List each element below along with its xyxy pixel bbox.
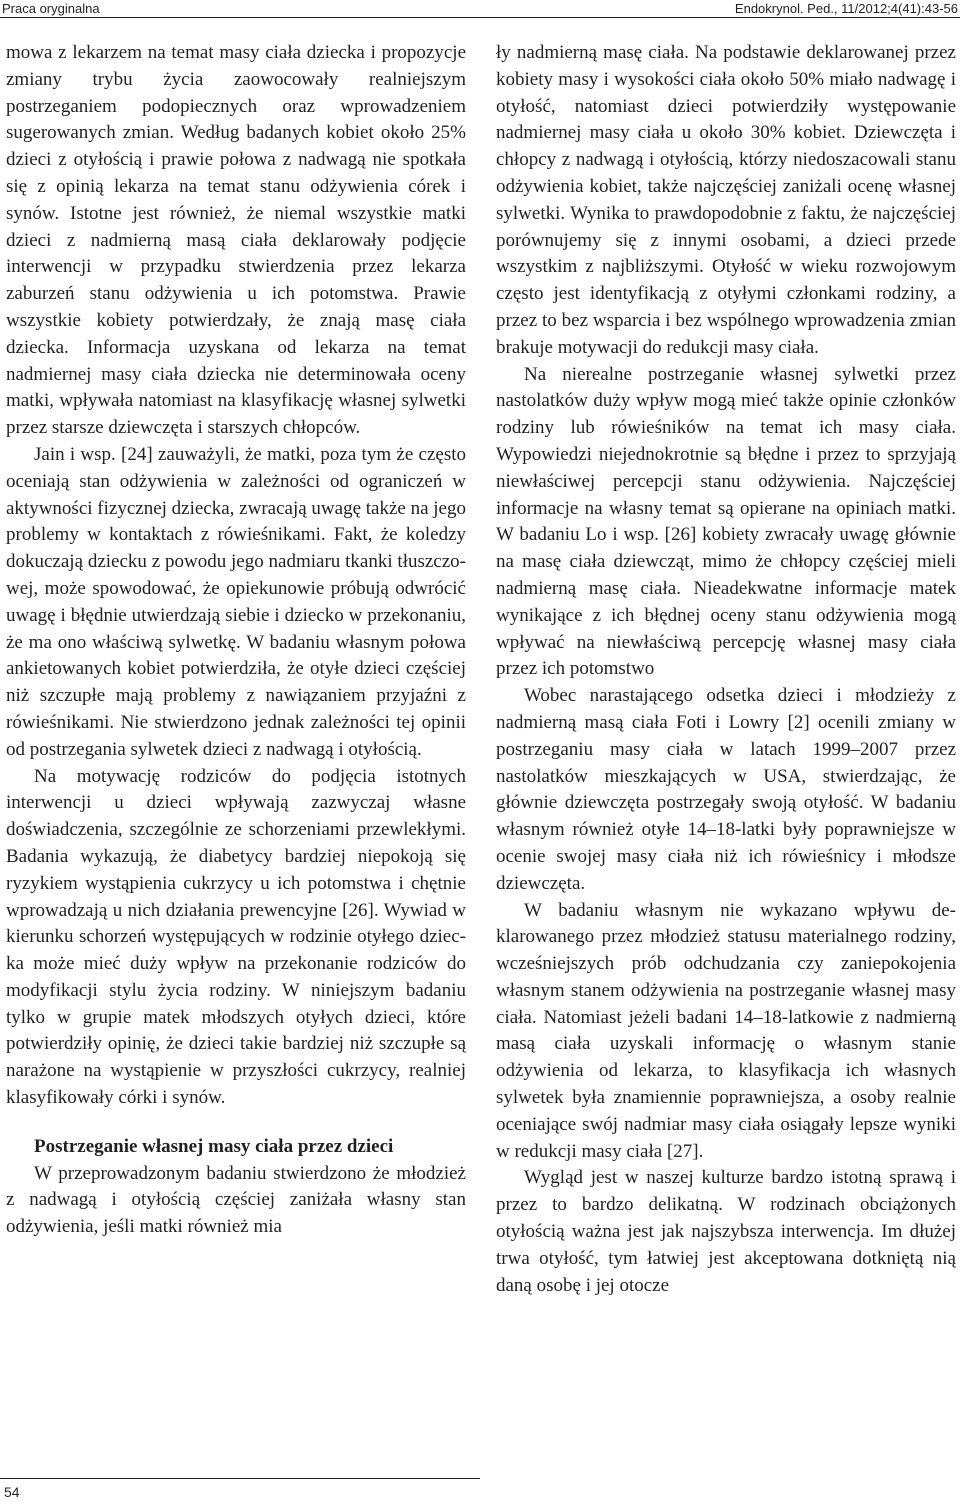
paragraph: Wobec narastającego odsetka dzieci i młodzieży z nadmierną masą ciała Foti i Lowry [2] ocenili zmiany w postrzeganiu masy ciała w latach 1999–2007 przez nastolatków mieszkających w USA, stwierdzając, że głównie dziewczęta postrzegały swoją otyłość. W badaniu własnym również otyłe 14–18-latki były poprawniejsze w ocenie swojej masy ciała niż ich rówieśnicy i młodsze dziewczęta. — [496, 685, 956, 894]
right-column — [496, 40, 956, 1299]
section-heading: Postrzeganie własnej masy ciała przez dzieci — [34, 1135, 394, 1157]
page-number: 54 — [4, 1484, 20, 1500]
paragraph: ły nadmierną masę ciała. Na podstawie deklarowanej przez kobiety masy i wysokości ciała około 50% miało nadwagę i otyłość, natomiast dzieci potwierdziły występowanie nadmiernej masy ciała u około 30% kobiet. Dziewczęta i chłopcy z nadwagą i otyłością, którzy niedoszacowali stanu odżywienia kobiet, także najczęściej zaniżali ocenę własnej sylwetki. Wynika to prawdopodobnie z faktu, że najczęściej porównujemy się z innymi osobami, a dzieci przede wszystkim z najbliższymi. Otyłość w wieku rozwojowym często jest identyfikacją z otyłymi członkami rodziny, a przez to bez wsparcia i bez wspólnego wprowadzenia zmian brakuje motywacji do redukcji masy ciała. — [496, 42, 956, 358]
left-column — [6, 40, 466, 1241]
paragraph: Na motywację rodziców do podjęcia istotnych interwencji u dzieci wpływają zazwyczaj własne doświadczenia, szczególnie ze schorzeniami przewlekłymi. Badania wykazują, że diabetycy bardziej niepokoją się ryzykiem wystąpienia cukrzycy u ich potomstwa i chętnie wprowadzają u nich działania prewencyjne [26]. Wywiad w kierunku schorzeń występujących w rodzinie otyłego dziecka może mieć duży wpływ na przekonanie rodziców do modyfikacji stylu życia rodziny. W niniejszym badaniu tylko w grupie matek młodszych otyłych dzieci, które potwierdziły opinię, że dzieci takie bardziej niż szczupłe są narażone na wystąpienie w przyszłości cukrzycy, realniej klasyfikowały córki i synów. — [6, 765, 466, 1109]
journal-citation: Endokrynol. Ped., 11/2012;4(41):43-56 — [734, 1, 958, 16]
paragraph: W przeprowadzonym badaniu stwierdzono że młodzież z nadwagą i otyłością częściej zaniżała własny stan odżywienia, jeśli matki również mia — [6, 1162, 466, 1238]
paragraph: Wygląd jest w naszej kulturze bardzo istotną sprawą i przez to bardzo delikatną. W rodzinach obciążonych otyłością ważna jest jak najszybsza interwencja. Im dłużej trwa otyłość, tym łatwiej jest akceptowana dotkniętą nią daną osobę i jej otocze — [496, 1167, 956, 1296]
paragraph: Na nierealne postrzeganie własnej sylwetki przez nastolatków duży wpływ mogą mieć także opinie członków rodziny lub rówieśników na temat ich masy ciała. Wypowiedzi niejednokrotnie są błędne i przez to sprzyjają niewłaściwej percepcji stanu odżywienia. Najczęściej informacje na własny temat są opierane na opiniach matki. W badaniu Lo i wsp. [26] kobiety zwracały uwagę głównie na masę ciała dziewcząt, mimo że chłopcy częściej mieli nadmierną masę ciała. Nieadekwatne informacje matek wynikające z ich błędnej oceny stanu odżywienia mogą wpływać na niewłaściwą percepcję własnej masy ciała przez ich potomstwo — [496, 363, 956, 680]
paragraph: W badaniu własnym nie wykazano wpływu deklarowanego przez młodzież statusu materialnego rodziny, wcześniejszych prób odchudzania czy zaniepokojenia własnym stanem odżywienia na postrzeganie własnej masy ciała. Natomiast jeżeli badani 14–18-latkowie z nadmierną masą ciała uzyskali informację o własnym stanie odżywienia od lekarza, to klasyfikacja ich własnych sylwetek była znamiennie poprawniejsza, a osoby realnie oceniające swój nadmiar masy ciała osiągały lepsze wyniki w redukcji masy ciała [27]. — [496, 899, 956, 1162]
running-header — [0, 0, 960, 18]
header-rule — [0, 17, 960, 18]
section-label: Praca oryginalna — [2, 1, 100, 16]
paragraph: mowa z lekarzem na temat masy ciała dziecka i propozycje zmiany trybu życia zaowocowały realniejszym postrzeganiem podopiecznych oraz wprowadzeniem sugerowanych zmian. Według badanych kobiet około 25% dzieci z otyłością i prawie połowa z nadwagą nie spotkała się z opinią lekarza na temat stanu odżywienia córek i synów. Istotne jest również, że niemal wszystkie matki dzieci z nadmierną masą ciała deklarowały podjęcie interwencji w przypadku stwierdzenia przez lekarza zaburzeń stanu odżywienia u ich potomstwa. Prawie wszystkie kobiety potwierdzały, że znają masę ciała dziecka. Informacja uzyskana od lekarza na temat nadmiernej masy ciała dziecka nie determinowała oceny matki, wpływała natomiast na klasyfikację własnej sylwetki przez starsze dziewczęta i starszych chłopców. — [6, 42, 466, 439]
paragraph: Jain i wsp. [24] zauważyli, że matki, poza tym że często oceniają stan odżywienia w zależności od ograniczeń w aktywności fizycznej dziecka, zwracają uwagę także na jego problemy w kontaktach z rówieśnikami. Fakt, że koledzy dokuczają dziecku z powodu jego nadmiaru tkanki tłuszczowej, może spowodować, że opiekunowie próbują odwrócić uwagę i błędnie utwierdzają siebie i dziecko w przekonaniu, że ma ono właściwą sylwetkę. W badaniu własnym połowa ankietowanych kobiet potwierdziła, że otyłe dzieci częściej niż szczupłe mają problemy z nawiązaniem przyjaźni z rówieśnikami. Nie stwierdzono jednak zależności tej opinii od postrzegania sylwetek dzieci z nadwagą i otyłością. — [6, 443, 466, 760]
footer-rule — [0, 1478, 480, 1479]
